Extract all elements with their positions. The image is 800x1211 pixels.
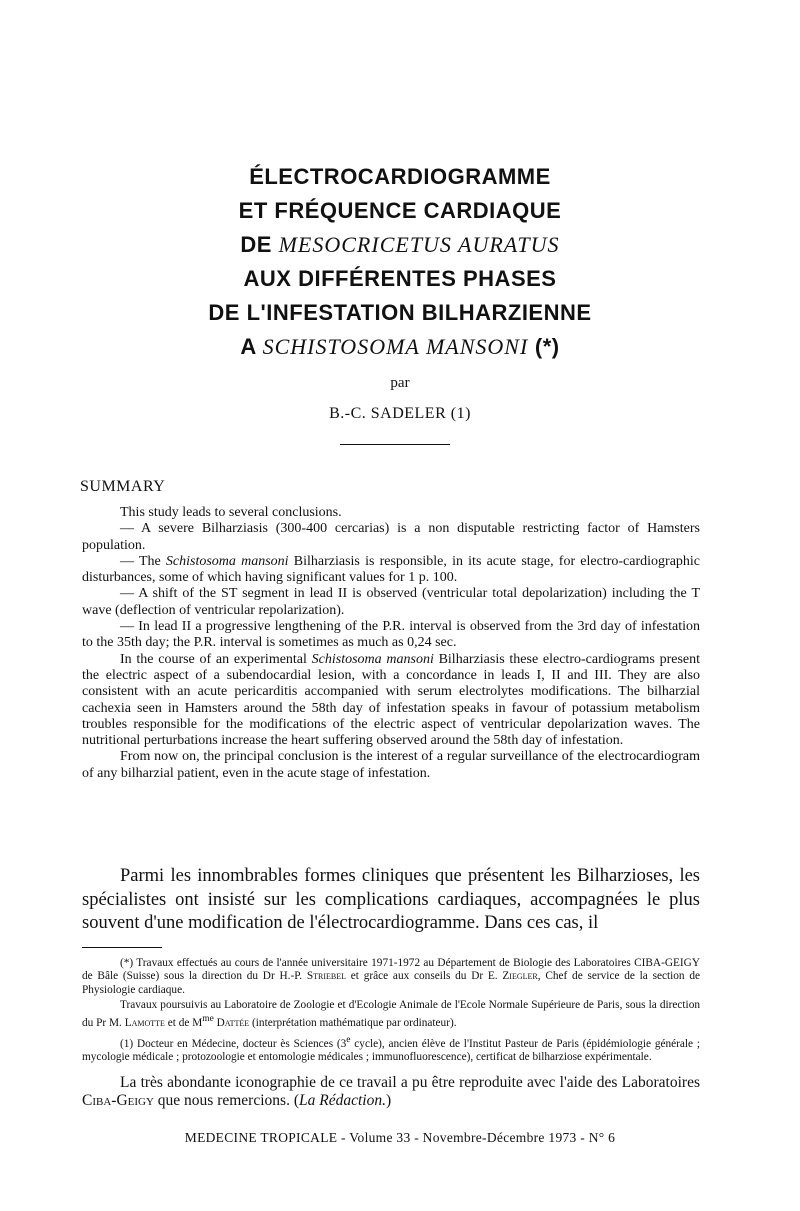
footnote-text: (*) Travaux effectués au cours de l'année universitaire 1971-1972 au Département de Biologie des Laboratoires CIBA-GEIGY de Bâle (Suisse) sous la direction du Dr H.-P. [82, 957, 700, 983]
superscript: me [202, 1013, 214, 1024]
title-line-6-prefix: A [240, 334, 256, 359]
summary-paragraph [82, 554, 700, 587]
footnote-1 [82, 1034, 700, 1065]
summary-body [82, 505, 700, 782]
summary-paragraph: This study leads to several conclusions. [120, 505, 342, 520]
summary-paragraph: — A shift of the ST segment in lead II is observed (ventricular total depolarization) including the T wave (deflection of ventricular repolarization). [82, 586, 700, 618]
summary-text: Bilharziasis is responsible, in its acute stage, for electro-cardiographic disturbances, some of which having significant values for 1 p. 100. [82, 553, 701, 586]
species-name-italic: Schistosoma mansoni [311, 651, 434, 667]
footnote-text: et de M [167, 1016, 203, 1029]
footnote-text: Travaux poursuivis au Laboratoire de Zoologie et d'Ecologie Animale de l'Ecole Normale Supérieure de Paris, sous la direction du Pr M. [82, 999, 700, 1029]
person-name: Lamotte [124, 1016, 165, 1029]
footnote-text: cycle), ancien élève de l'Institut Pasteur de Paris (épidémiologie générale ; mycologie médicale ; protozoologie et entomologie médicales ; immunofluorescence), certificat de bilharziose expérimentale. [82, 1037, 700, 1063]
title-line-6 [0, 330, 800, 364]
title-line-3-prefix: DE [240, 232, 272, 257]
footnote-continuation [82, 999, 700, 1030]
intro-paragraph: Parmi les innombrables formes cliniques que présentent les Bilharzioses, les spécialistes ont insisté sur les complications cardiaques, accompagnées le plus souvent d'une modification de l'électrocardiogramme. Dans ces cas, il [82, 866, 700, 933]
byline-par: par [390, 375, 410, 391]
person-name: Ziegler [502, 970, 538, 983]
summary-paragraph: From now on, the principal conclusion is the interest of a regular surveillance of the electrocardiogram of any bilharzial patient, even in the acute stage of infestation. [82, 749, 700, 781]
footnote-text: et grâce aux conseils du Dr E. [350, 970, 498, 983]
article-title [0, 160, 800, 364]
ack-text: La très abondante iconographie de ce travail a pu être reproduite avec l'aide des Laboratoires [120, 1074, 700, 1091]
title-line-4: AUX DIFFÉRENTES PHASES [243, 266, 557, 291]
footnote-text: , Chef de service de la section de Physiologie cardiaque. [82, 970, 701, 996]
summary-text: Bilharziasis these electro-cardiograms present the electric aspect of a subendocardial lesion, with a concordance in leads I, II and III. They are also consistent with an acute pericarditis accompanied with serum electrolytes modifications. The bilharzial cachexia seen in Hamsters around the 58th day of infestation speaks in favour of potassium metabolism troubles responsible for the modifications of the electric aspect of ventricular depolarization waves. The nutritional perturbations increase the heart suffering observed around the 58th day of infestation. [82, 651, 701, 749]
title-separator-rule [340, 444, 450, 445]
title-line-5: DE L'INFESTATION BILHARZIENNE [208, 300, 592, 325]
title-line-2: ET FRÉQUENCE CARDIAQUE [238, 198, 562, 223]
ack-text: que nous remercions. ( [157, 1092, 299, 1109]
footnote-text: (interprétation mathématique par ordinateur). [252, 1016, 457, 1029]
summary-text: In the course of an experimental [120, 651, 307, 667]
superscript: e [346, 1034, 351, 1045]
journal-footer: MEDECINE TROPICALE - Volume 33 - Novembre-Décembre 1973 - N° 6 [184, 1130, 616, 1145]
ack-text: ) [385, 1092, 392, 1109]
summary-paragraph: — A severe Bilharziasis (300-400 cercarias) is a non disputable restricting factor of Hamsters population. [82, 521, 700, 553]
footnote-text: (1) Docteur en Médecine, docteur ès Sciences (3 [120, 1037, 347, 1050]
species-name-italic: Schistosoma mansoni [165, 553, 289, 569]
title-footnote-marker: (*) [534, 334, 560, 359]
summary-paragraph: — In lead II a progressive lengthening of the P.R. interval is observed from the 3rd day of infestation to the 35th day; the P.R. interval is sometimes as much as 0,24 sec. [82, 619, 700, 651]
summary-text: — The [120, 553, 161, 569]
species-name-mesocricetus: MESOCRICETUS AURATUS [278, 232, 560, 257]
footnote-separator-rule [82, 947, 162, 948]
title-line-3 [0, 228, 800, 262]
person-name: Dattée [216, 1016, 250, 1029]
title-line-1: ÉLECTROCARDIOGRAMME [249, 164, 551, 189]
byline-author: B.-C. SADELER (1) [329, 405, 471, 422]
species-name-schistosoma: SCHISTOSOMA MANSONI [262, 334, 529, 359]
footnote-asterisk [82, 957, 700, 997]
acknowledgement [82, 1074, 700, 1110]
summary-paragraph [82, 652, 700, 750]
editor-note: La Rédaction. [298, 1092, 386, 1109]
footnotes [82, 957, 700, 1068]
summary-heading: SUMMARY [80, 478, 166, 495]
person-name: Striebel [306, 970, 347, 983]
company-name: Ciba-Geigy [82, 1092, 154, 1109]
